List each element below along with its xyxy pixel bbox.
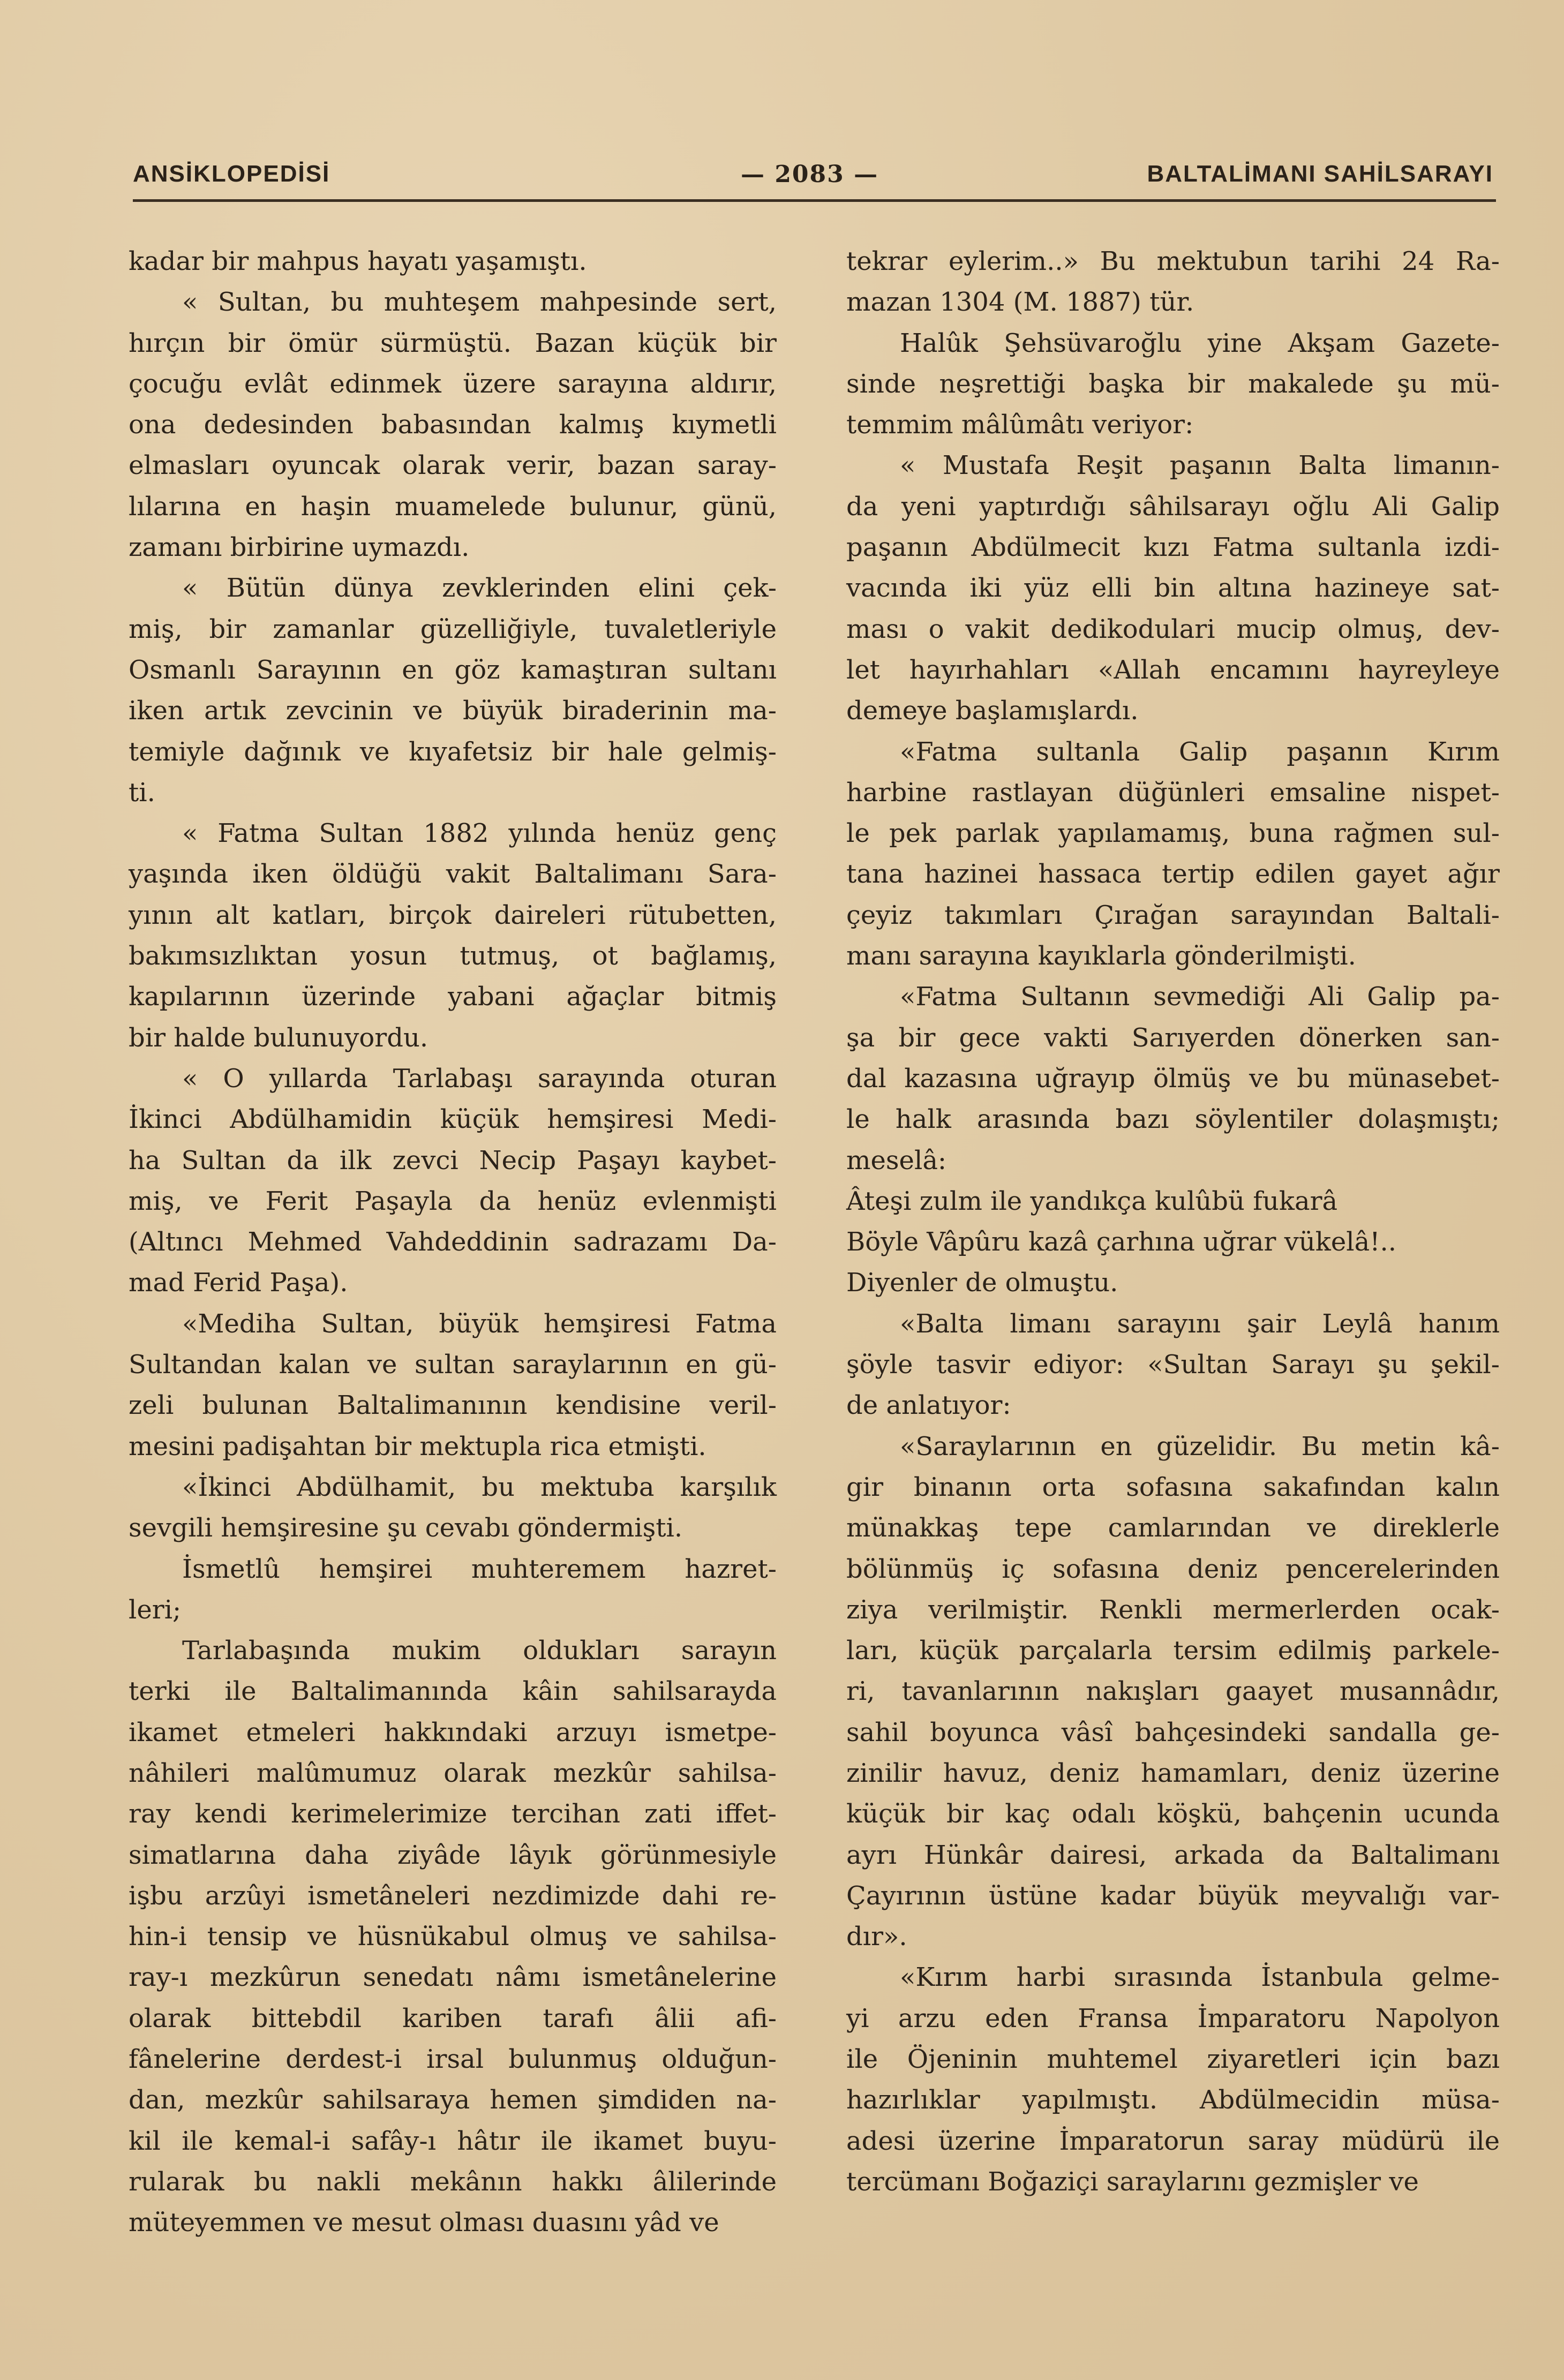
- text-line: sinde neşrettiği başka bir makalede şu mü-: [846, 368, 1500, 399]
- text-line: ile Öjeninin muhtemel ziyaretleri için bazı: [846, 2044, 1500, 2075]
- text-line: yi arzu eden Fransa İmparatoru Napolyon: [846, 2003, 1500, 2033]
- paragraph: [846, 976, 1500, 1180]
- header-article-title: BALTALİMANI SAHİLSARAYI: [1147, 161, 1493, 187]
- text-line: Sultandan kalan ve sultan saraylarının en gü-: [129, 1350, 777, 1380]
- text-line: Osmanlı Sarayının en göz kamaştıran sultanı: [129, 654, 777, 685]
- text-line: nâhileri malûmumuz olarak mezkûr sahilsa-: [129, 1758, 777, 1788]
- text-line: kil ile kemal-i safây-ı hâtır ile ikamet buyu-: [129, 2126, 777, 2156]
- text-line: mad Ferid Paşa).: [129, 1268, 348, 1298]
- text-line: Halûk Şehsüvaroğlu yine Akşam Gazete-: [900, 328, 1500, 358]
- text-line: «Fatma Sultanın sevmediği Ali Galip pa-: [900, 982, 1500, 1012]
- text-line: şa bir gece vakti Sarıyerden dönerken san-: [846, 1022, 1500, 1053]
- text-line: dal kazasına uğrayıp ölmüş ve bu münasebet-: [846, 1063, 1500, 1094]
- text-line: temiyle dağınık ve kıyafetsiz bir hale gelmiş-: [129, 736, 777, 767]
- text-line: demeye başlamışlardı.: [846, 696, 1139, 726]
- text-line: (Altıncı Mehmed Vahdeddinin sadrazamı Da-: [129, 1227, 777, 1257]
- text-line: zamanı birbirine uymazdı.: [129, 532, 470, 563]
- header-book-title: ANSİKLOPEDİSİ: [133, 161, 330, 187]
- text-line: Diyenler de olmuştu.: [846, 1268, 1118, 1298]
- verse-block: [846, 1181, 1500, 1263]
- text-line: «Fatma sultanla Galip paşanın Kırım: [900, 736, 1500, 767]
- text-line: paşanın Abdülmecit kızı Fatma sultanla izdi-: [846, 532, 1500, 563]
- text-line: zinilir havuz, deniz hamamları, deniz üzerine: [846, 1758, 1500, 1788]
- text-line: de anlatıyor:: [846, 1390, 1011, 1421]
- paragraph: [129, 1549, 777, 1631]
- text-line: ti.: [129, 777, 155, 808]
- text-line: « Mustafa Reşit paşanın Balta limanın-: [900, 450, 1500, 481]
- paragraph: [129, 1630, 777, 2243]
- text-line: lılarına en haşin muamelede bulunur, günü,: [129, 491, 777, 522]
- text-line: Böyle Vâpûru kazâ çarhına uğrar vükelâ!..: [846, 1227, 1397, 1257]
- text-line: harbine rastlayan düğünleri emsaline nispet-: [846, 777, 1500, 808]
- text-line: ziya verilmiştir. Renkli mermerlerden ocak-: [846, 1594, 1500, 1625]
- text-line: « Sultan, bu muhteşem mahpesinde sert,: [182, 287, 777, 318]
- paragraph: [846, 445, 1500, 731]
- text-line: işbu arzûyi ismetâneleri nezdimizde dahi re-: [129, 1880, 777, 1911]
- text-line: hırçın bir ömür sürmüştü. Bazan küçük bir: [129, 328, 777, 358]
- text-line: tana hazinei hassaca tertip edilen gayet ağır: [846, 859, 1500, 890]
- text-line: ikamet etmeleri hakkındaki arzuyı ismetpe-: [129, 1717, 777, 1748]
- paragraph: [129, 241, 777, 282]
- text-line: Tarlabaşında mukim oldukları sarayın: [182, 1636, 777, 1666]
- text-line: dan, mezkûr sahilsaraya hemen şimdiden na-: [129, 2085, 777, 2115]
- text-line: miş, ve Ferit Paşayla da henüz evlenmişti: [129, 1186, 777, 1216]
- text-line: sevgili hemşiresine şu cevabı göndermişti.: [129, 1513, 683, 1543]
- text-line: mesini padişahtan bir mektupla rica etmişti.: [129, 1431, 706, 1462]
- text-line: meselâ:: [846, 1145, 947, 1176]
- text-line: «İkinci Abdülhamit, bu mektuba karşılık: [182, 1472, 777, 1502]
- text-line: ray-ı mezkûrun senedatı nâmı ismetânelerine: [129, 1962, 777, 1993]
- text-line: «Mediha Sultan, büyük hemşiresi Fatma: [182, 1308, 777, 1339]
- paragraph: [846, 241, 1500, 323]
- running-header: [133, 154, 1493, 197]
- text-line: bir halde bulunuyordu.: [129, 1022, 428, 1053]
- text-line: müteyemmen ve mesut olması duasını yâd ve: [129, 2208, 719, 2238]
- text-line: çocuğu evlât edinmek üzere sarayına aldırır,: [129, 368, 777, 399]
- paragraph: [129, 1467, 777, 1549]
- text-line: «Saraylarının en güzelidir. Bu metin kâ-: [900, 1431, 1500, 1462]
- text-line: « Fatma Sultan 1882 yılında henüz genç: [182, 818, 777, 849]
- text-line: ha Sultan da ilk zevci Necip Paşayı kaybet-: [129, 1145, 777, 1176]
- paragraph: [129, 1058, 777, 1304]
- text-line: leri;: [129, 1594, 182, 1625]
- text-line: iken artık zevcinin ve büyük biraderinin ma-: [129, 696, 777, 726]
- text-line: hazırlıklar yapılmıştı. Abdülmecidin müsa-: [846, 2085, 1500, 2115]
- paragraph: [846, 323, 1500, 446]
- text-line: rularak bu nakli mekânın hakkı âlilerinde: [129, 2166, 777, 2197]
- text-line: «Kırım harbi sırasında İstanbula gelme-: [900, 1962, 1500, 1993]
- text-line: zeli bulunan Baltalimanının kendisine veril-: [129, 1390, 777, 1421]
- text-line: sahil boyunca vâsî bahçesindeki sandalla ge-: [846, 1717, 1500, 1748]
- text-line: ları, küçük parçalarla tersim edilmiş parkele-: [846, 1636, 1500, 1666]
- text-line: manı sarayına kayıklarla gönderilmişti.: [846, 941, 1356, 971]
- text-line: yaşında iken öldüğü vakit Baltalimanı Sara-: [129, 859, 777, 890]
- text-line: ması o vakit dedikodulari mucip olmuş, dev-: [846, 614, 1500, 644]
- paragraph: [846, 1426, 1500, 1957]
- text-line: İkinci Abdülhamidin küçük hemşiresi Medi-: [129, 1104, 777, 1135]
- paragraph: [129, 813, 777, 1058]
- text-line: Âteşi zulm ile yandıkça kulûbü fukarâ: [846, 1186, 1338, 1216]
- paragraph: [129, 1304, 777, 1467]
- text-line: le pek parlak yapılamamış, buna rağmen sul-: [846, 818, 1500, 849]
- text-line: ayrı Hünkâr dairesi, arkada da Baltalimanı: [846, 1840, 1500, 1870]
- paragraph: [846, 1304, 1500, 1426]
- text-line: kadar bir mahpus hayatı yaşamıştı.: [129, 246, 587, 276]
- text-line: fânelerine derdest-i irsal bulunmuş olduğun-: [129, 2044, 777, 2075]
- text-line: vacında iki yüz elli bin altına hazineye sat-: [846, 573, 1500, 604]
- text-line: yının alt katları, birçok daireleri rütubetten,: [129, 900, 777, 930]
- text-line: tercümanı Boğaziçi saraylarını gezmişler ve: [846, 2166, 1419, 2197]
- text-line: temmim mâlûmâtı veriyor:: [846, 410, 1194, 440]
- text-line: münakkaş tepe camlarından ve direklerle: [846, 1513, 1500, 1543]
- text-line: mazan 1304 (M. 1887) tür.: [846, 287, 1194, 318]
- text-line: hin-i tensip ve hüsnükabul olmuş ve sahilsa-: [129, 1922, 777, 1952]
- text-line: da yeni yaptırdığı sâhilsarayı oğlu Ali Galip: [846, 491, 1500, 522]
- paragraph: [846, 1262, 1500, 1303]
- text-line: Çayırının üstüne kadar büyük meyvalığı var-: [846, 1880, 1500, 1911]
- text-line: İsmetlû hemşirei muhteremem hazret-: [182, 1554, 777, 1584]
- text-line: ona dedesinden babasından kalmış kıymetli: [129, 410, 777, 440]
- header-rule: [133, 199, 1496, 202]
- text-line: le halk arasında bazı söylentiler dolaşmıştı;: [846, 1104, 1500, 1135]
- text-line: let hayırhahları «Allah encamını hayreyleye: [846, 654, 1500, 685]
- text-line: elmasları oyuncak olarak verir, bazan saray-: [129, 450, 777, 481]
- text-line: gir binanın orta sofasına sakafından kalın: [846, 1472, 1500, 1502]
- text-line: küçük bir kaç odalı köşkü, bahçenin ucunda: [846, 1799, 1500, 1829]
- text-line: «Balta limanı sarayını şair Leylâ hanım: [900, 1308, 1500, 1339]
- text-line: olarak bittebdil kariben tarafı âlii afi-: [129, 2003, 777, 2033]
- paragraph: [129, 282, 777, 568]
- page-number: — 2083 —: [741, 161, 879, 188]
- text-line: tekrar eylerim..» Bu mektubun tarihi 24 Ra-: [846, 246, 1500, 276]
- paragraph: [129, 568, 777, 813]
- text-line: « Bütün dünya zevklerinden elini çek-: [182, 573, 777, 604]
- text-line: miş, bir zamanlar güzelliğiyle, tuvaletleriyle: [129, 614, 777, 644]
- text-line: adesi üzerine İmparatorun saray müdürü ile: [846, 2126, 1500, 2156]
- paragraph: [846, 732, 1500, 977]
- text-line: bölünmüş iç sofasına deniz pencerelerinden: [846, 1554, 1500, 1584]
- text-line: ri, tavanlarının nakışları gaayet musannâdır,: [846, 1676, 1500, 1707]
- text-line: terki ile Baltalimanında kâin sahilsarayda: [129, 1676, 777, 1707]
- text-line: çeyiz takımları Çırağan sarayından Baltali-: [846, 900, 1500, 930]
- text-line: dır».: [846, 1922, 907, 1952]
- text-line: bakımsızlıktan yosun tutmuş, ot bağlamış,: [129, 941, 777, 971]
- paragraph: [846, 1957, 1500, 2202]
- right-column: [846, 241, 1500, 2202]
- text-line: şöyle tasvir ediyor: «Sultan Sarayı şu şekil-: [846, 1350, 1500, 1380]
- text-line: « O yıllarda Tarlabaşı sarayında oturan: [182, 1063, 777, 1094]
- left-column: [129, 241, 777, 2243]
- text-line: simatlarına daha ziyâde lâyık görünmesiyle: [129, 1840, 777, 1870]
- text-line: ray kendi kerimelerimize tercihan zati iffet-: [129, 1799, 777, 1829]
- text-line: kapılarının üzerinde yabani ağaçlar bitmiş: [129, 982, 777, 1012]
